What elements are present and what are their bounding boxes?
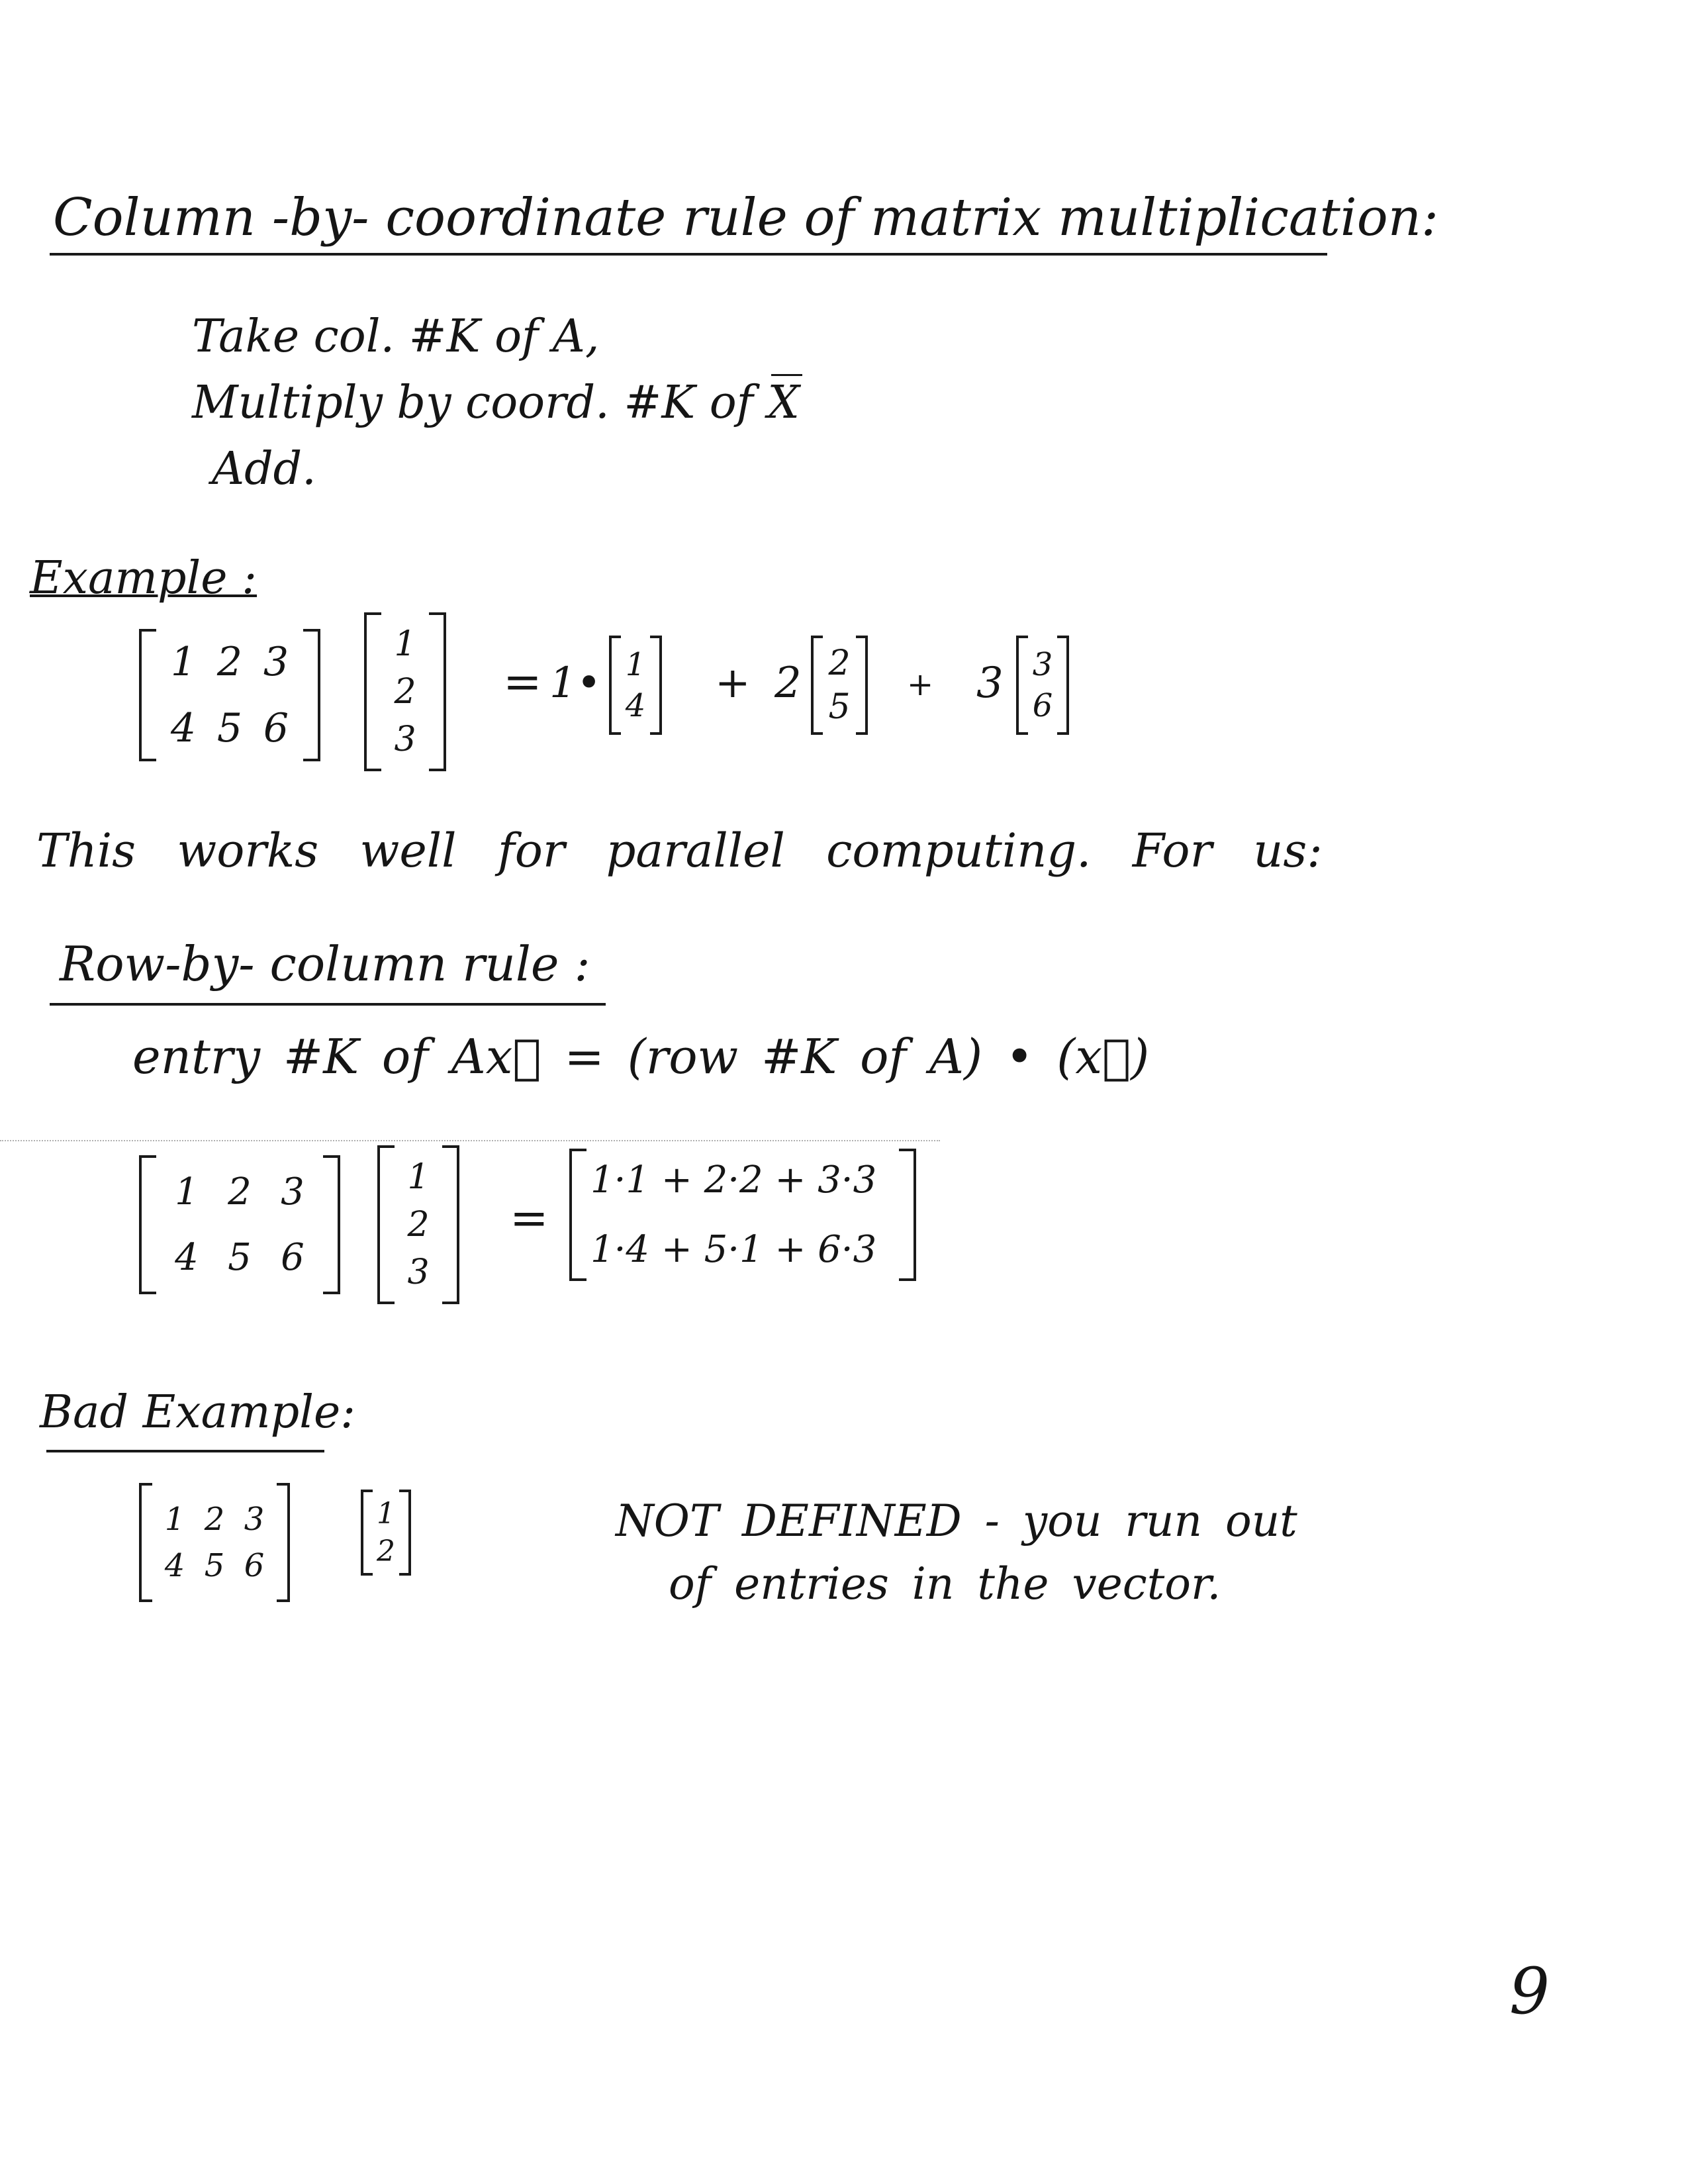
coefficient-3: 3	[976, 659, 1004, 708]
plus-sign: +	[907, 666, 934, 703]
matrix-entry: 1	[175, 1170, 199, 1213]
plus-sign: +	[715, 659, 751, 708]
column-entry: 4	[625, 687, 646, 724]
bad-example-vector	[361, 1490, 411, 1576]
matrix-entry: 5	[216, 705, 243, 751]
example2-vector-x	[377, 1145, 459, 1304]
right-bracket	[899, 1149, 916, 1281]
matrix-entry: 4	[175, 1236, 199, 1279]
column-entries	[621, 646, 650, 724]
matrix-entry: 2	[204, 1501, 225, 1538]
vector-entry: 1	[377, 1497, 395, 1531]
page-number: 9	[1509, 1954, 1550, 2028]
result-entry: 1·4 + 5·1 + 6·3	[590, 1228, 877, 1271]
example1-column-3	[1016, 636, 1069, 735]
column-entry: 3	[1032, 646, 1053, 683]
matrix-a-entries	[156, 1170, 323, 1279]
rule2-title: Row-by- column rule :	[60, 936, 590, 992]
column-entries	[823, 643, 856, 727]
step-multiply-text: Multiply by coord. #K of	[192, 377, 753, 429]
matrix-entry: 4	[170, 705, 197, 751]
matrix-entry: 3	[263, 639, 289, 685]
coefficient-1: 1•	[549, 659, 602, 708]
rule2-formula: entry #K of Ax⃗ = (row #K of A) • (x⃗)	[132, 1029, 1150, 1084]
matrix-entry: 6	[281, 1236, 305, 1279]
right-bracket	[323, 1155, 340, 1294]
left-bracket	[609, 636, 621, 735]
left-bracket	[569, 1149, 586, 1281]
vector-entries	[373, 1497, 399, 1568]
bad-example-note-line1: NOT DEFINED - you run out	[616, 1496, 1297, 1546]
left-bracket	[139, 629, 156, 761]
matrix-a-entries	[156, 639, 303, 751]
vector-entries	[381, 624, 429, 759]
vector-entries	[395, 1157, 442, 1292]
bad-example-underline	[46, 1450, 324, 1452]
example1-column-2	[811, 636, 868, 735]
left-bracket	[361, 1490, 373, 1576]
example1-vector-x	[364, 612, 446, 771]
example1-column-1	[609, 636, 662, 735]
vector-entry: 1	[394, 624, 416, 664]
matrix-entry: 2	[216, 639, 243, 685]
matrix-entry: 4	[164, 1547, 185, 1584]
matrix-entry: 6	[244, 1547, 265, 1584]
example2-result	[569, 1149, 916, 1281]
vector-entry: 3	[394, 720, 416, 759]
result-entry: 1·1 + 2·2 + 3·3	[590, 1159, 877, 1202]
right-bracket	[856, 636, 868, 735]
column-entry: 2	[828, 643, 851, 683]
left-bracket	[811, 636, 823, 735]
coefficient-2: 2	[774, 659, 802, 708]
matrix-entry: 3	[281, 1170, 305, 1213]
right-bracket	[277, 1483, 290, 1602]
right-bracket	[1057, 636, 1069, 735]
heading-underline	[50, 253, 1327, 256]
page-heading: Column -by- coordinate rule of matrix multiplication:	[53, 188, 1439, 248]
result-entries	[586, 1159, 899, 1271]
matrix-entry: 5	[204, 1547, 225, 1584]
example1-matrix-a	[139, 629, 320, 761]
matrix-entry: 6	[263, 705, 289, 751]
matrix-entry: 1	[170, 639, 197, 685]
right-bracket	[399, 1490, 411, 1576]
column-entry: 1	[625, 646, 646, 683]
vector-entry: 3	[407, 1253, 430, 1292]
equals-sign: =	[510, 1191, 549, 1245]
vector-x-symbol: X	[767, 377, 800, 429]
vector-entry: 2	[407, 1205, 430, 1245]
example2-matrix-a	[139, 1155, 340, 1294]
step-take: Take col. #K of A,	[192, 310, 600, 363]
left-bracket	[139, 1483, 152, 1602]
step-add: Add.	[212, 443, 316, 495]
scan-line	[0, 1140, 940, 1141]
vector-entry: 2	[377, 1535, 395, 1568]
right-bracket	[442, 1145, 459, 1304]
column-entry: 6	[1032, 687, 1053, 724]
right-bracket	[650, 636, 662, 735]
vector-entry: 2	[394, 672, 416, 712]
remark-text: This works well for parallel computing. For us:	[36, 824, 1323, 878]
matrix-a-entries	[152, 1501, 277, 1584]
example-label: Example :	[30, 552, 258, 604]
equals-sign: =	[503, 655, 542, 709]
left-bracket	[1016, 636, 1028, 735]
right-bracket	[429, 612, 446, 771]
vector-entry: 1	[407, 1157, 430, 1197]
matrix-entry: 5	[228, 1236, 252, 1279]
bad-example-note-line2: of entries in the vector.	[669, 1558, 1221, 1609]
right-bracket	[303, 629, 320, 761]
matrix-entry: 3	[244, 1501, 265, 1538]
column-entries	[1028, 646, 1057, 724]
left-bracket	[139, 1155, 156, 1294]
bad-example-matrix-a	[139, 1483, 290, 1602]
bad-example-label: Bad Example:	[40, 1386, 356, 1439]
column-entry: 5	[828, 687, 851, 727]
rule2-underline	[50, 1003, 606, 1006]
matrix-entry: 2	[228, 1170, 252, 1213]
left-bracket	[377, 1145, 395, 1304]
step-multiply	[192, 377, 800, 429]
matrix-entry: 1	[164, 1501, 185, 1538]
left-bracket	[364, 612, 381, 771]
